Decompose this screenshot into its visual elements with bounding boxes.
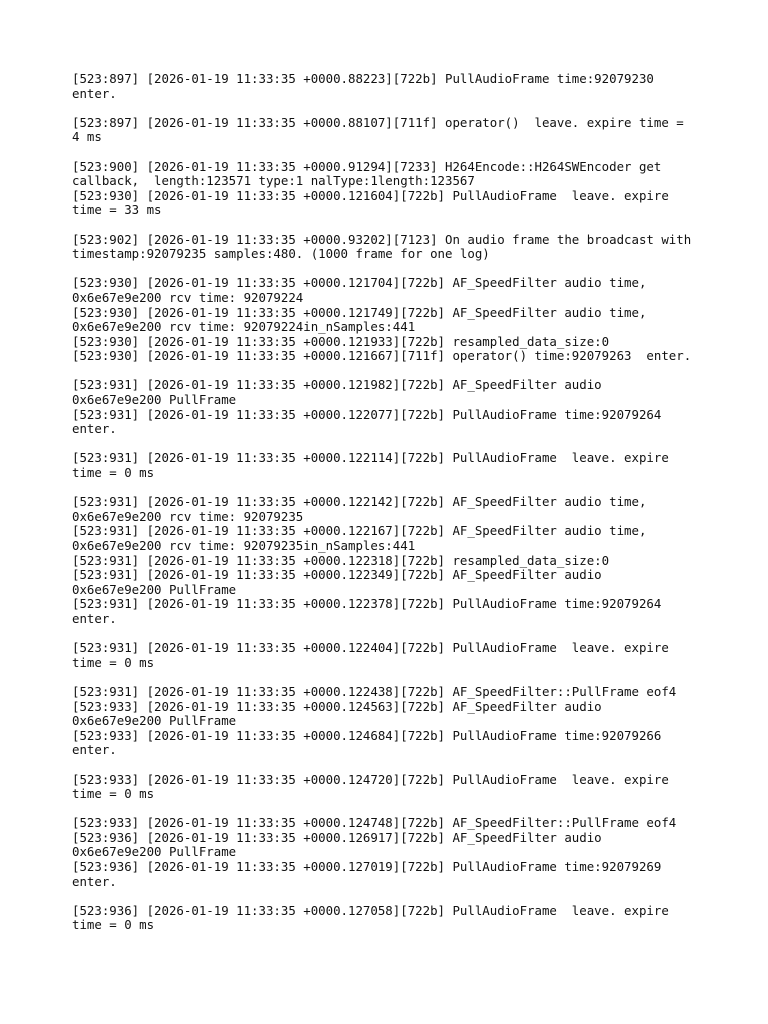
log-line: 0x6e67e9e200 PullFrame: [72, 844, 237, 860]
log-line: enter.: [72, 421, 117, 437]
log-line: [523:931] [2026-01-19 11:33:35 +0000.121982][722b] AF_SpeedFilter audio: [72, 377, 602, 393]
log-line: enter.: [72, 610, 117, 626]
log-line: [523:936] [2026-01-19 11:33:35 +0000.126917][722b] AF_SpeedFilter audio: [72, 829, 602, 845]
log-entry-group: [72, 641, 712, 670]
log-line: [523:931] [2026-01-19 11:33:35 +0000.122077][722b] PullAudioFrame time:92079264: [72, 406, 662, 422]
log-line: [523:931] [2026-01-19 11:33:35 +0000.122404][722b] PullAudioFrame leave. expire: [72, 640, 669, 656]
log-line: [523:936] [2026-01-19 11:33:35 +0000.127058][722b] PullAudioFrame leave. expire: [72, 902, 669, 918]
log-line: [523:936] [2026-01-19 11:33:35 +0000.127019][722b] PullAudioFrame time:92079269: [72, 859, 662, 875]
log-line: 0x6e67e9e200 PullFrame: [72, 392, 237, 408]
log-entry-group: [72, 495, 712, 626]
log-entry-group: [72, 451, 712, 480]
log-line: [523:933] [2026-01-19 11:33:35 +0000.124748][722b] AF_SpeedFilter::PullFrame eof4: [72, 815, 677, 831]
log-entry-group: [72, 773, 712, 802]
log-line: time = 0 ms: [72, 917, 155, 933]
log-entry-group: [72, 160, 712, 218]
log-line: 0x6e67e9e200 rcv time: 92079235: [72, 508, 304, 524]
log-line: [523:930] [2026-01-19 11:33:35 +0000.121667][711f] operator() time:92079263 enter.: [72, 348, 692, 364]
log-line: 0x6e67e9e200 PullFrame: [72, 713, 237, 729]
log-line: [523:933] [2026-01-19 11:33:35 +0000.124684][722b] PullAudioFrame time:92079266: [72, 727, 662, 743]
log-entry-group: [72, 276, 712, 364]
log-entry-group: [72, 816, 712, 889]
log-line: [523:931] [2026-01-19 11:33:35 +0000.122349][722b] AF_SpeedFilter audio: [72, 567, 602, 583]
log-entry-group: [72, 685, 712, 758]
log-line: time = 0 ms: [72, 786, 155, 802]
log-line: 0x6e67e9e200 PullFrame: [72, 581, 237, 597]
log-line: timestamp:92079235 samples:480. (1000 frame for one log): [72, 246, 490, 262]
log-line: [523:930] [2026-01-19 11:33:35 +0000.121933][722b] resampled_data_size:0: [72, 333, 610, 349]
log-line: 0x6e67e9e200 rcv time: 92079235in_nSamples:441: [72, 538, 416, 553]
log-line: callback, length:123571 type:1 nalType:1length:123567: [72, 173, 475, 189]
log-line: [523:933] [2026-01-19 11:33:35 +0000.124563][722b] AF_SpeedFilter audio: [72, 698, 602, 714]
log-line: time = 0 ms: [72, 465, 155, 481]
log-line: enter.: [72, 85, 117, 101]
log-line: enter.: [72, 742, 117, 758]
log-line: [523:930] [2026-01-19 11:33:35 +0000.121749][722b] AF_SpeedFilter audio time,: [72, 304, 647, 320]
log-line: [523:931] [2026-01-19 11:33:35 +0000.122378][722b] PullAudioFrame time:92079264: [72, 596, 662, 612]
log-line: [523:897] [2026-01-19 11:33:35 +0000.88223][722b] PullAudioFrame time:92079230: [72, 71, 654, 86]
log-entry-group: [72, 72, 712, 101]
log-line: [523:931] [2026-01-19 11:33:35 +0000.122318][722b] resampled_data_size:0: [72, 552, 610, 568]
log-line: [523:931] [2026-01-19 11:33:35 +0000.122142][722b] AF_SpeedFilter audio time,: [72, 494, 647, 510]
log-document: [72, 72, 712, 948]
log-line: [523:931] [2026-01-19 11:33:35 +0000.122114][722b] PullAudioFrame leave. expire: [72, 450, 669, 466]
log-entry-group: [72, 116, 712, 145]
log-line: time = 0 ms: [72, 654, 155, 670]
log-line: 0x6e67e9e200 rcv time: 92079224: [72, 289, 304, 305]
log-line: [523:931] [2026-01-19 11:33:35 +0000.122438][722b] AF_SpeedFilter::PullFrame eof4: [72, 683, 677, 699]
log-line: 0x6e67e9e200 rcv time: 92079224in_nSamples:441: [72, 319, 416, 335]
log-line: [523:902] [2026-01-19 11:33:35 +0000.93202][7123] On audio frame the broadcast with: [72, 231, 692, 247]
log-line: enter.: [72, 873, 117, 889]
log-line: [523:930] [2026-01-19 11:33:35 +0000.121604][722b] PullAudioFrame leave. expire: [72, 187, 669, 203]
log-entry-group: [72, 904, 712, 933]
log-line: [523:931] [2026-01-19 11:33:35 +0000.122167][722b] AF_SpeedFilter audio time,: [72, 523, 647, 539]
log-line: 4 ms: [72, 129, 102, 145]
log-entry-group: [72, 233, 712, 262]
log-line: [523:930] [2026-01-19 11:33:35 +0000.121704][722b] AF_SpeedFilter audio time,: [72, 275, 647, 291]
log-line: time = 33 ms: [72, 202, 162, 218]
log-line: [523:897] [2026-01-19 11:33:35 +0000.88107][711f] operator() leave. expire time =: [72, 114, 684, 130]
log-entry-group: [72, 378, 712, 436]
log-line: [523:900] [2026-01-19 11:33:35 +0000.91294][7233] H264Encode::H264SWEncoder get: [72, 158, 662, 174]
log-line: [523:933] [2026-01-19 11:33:35 +0000.124720][722b] PullAudioFrame leave. expire: [72, 771, 669, 787]
